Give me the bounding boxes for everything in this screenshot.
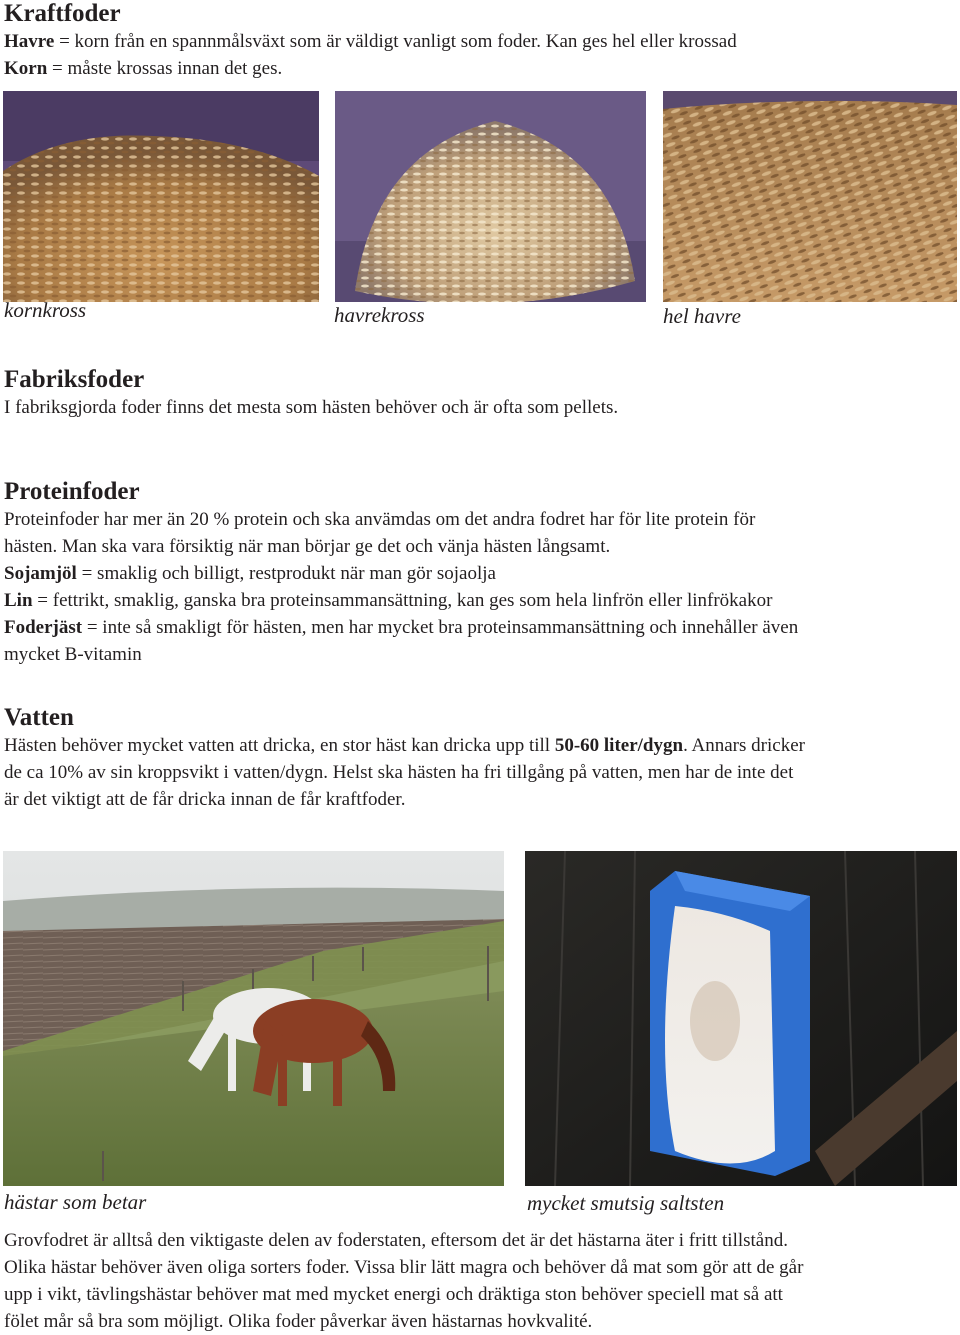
kraftfoder-heading: Kraftfoder	[4, 0, 121, 27]
fabriksfoder-text: I fabriksgjorda foder finns det mesta som hästen behöver och är ofta som pellets.	[4, 397, 619, 418]
vatten-line-1	[4, 732, 805, 759]
horses-caption: hästar som betar	[4, 1190, 147, 1214]
lin-term: Lin	[4, 590, 33, 611]
horses-grazing-photo	[3, 851, 504, 1186]
hel-havre-caption: hel havre	[663, 304, 741, 328]
havre-definition: = korn från en spannmålsväxt som är väldigt vanligt som foder. Kan ges hel eller krossad	[54, 31, 737, 52]
hel-havre-photo	[663, 91, 957, 302]
korn-definition: = måste krossas innan det ges.	[47, 58, 283, 79]
fabriksfoder-heading: Fabriksfoder	[4, 366, 145, 393]
kornkross-caption: kornkross	[4, 298, 87, 322]
foderjast-continuation: mycket B-vitamin	[4, 644, 142, 665]
kornkross-photo	[3, 91, 319, 302]
closing-line-2: Olika hästar behöver även oliga sorters foder. Vissa blir lätt magra och behöver då mat som gör att de går	[4, 1257, 804, 1278]
proteinfoder-intro-2: hästen. Man ska vara försiktig när man börjar ge det och vänja hästen långsamt.	[4, 536, 611, 557]
closing-line-3: upp i vikt, tävlingshästar behöver mat med mycket energi och dräktiga ston behöver speciell mat så att	[4, 1284, 783, 1305]
sojamjol-definition: = smaklig och billigt, restprodukt när man gör sojaolja	[76, 563, 496, 584]
vatten-line-1-start: Hästen behöver mycket vatten att dricka, en stor häst kan dricka upp till	[4, 735, 555, 756]
vatten-line-1-end: . Annars dricker	[683, 735, 805, 756]
korn-term: Korn	[4, 58, 48, 79]
saltsten-caption: mycket smutsig saltsten	[527, 1191, 725, 1215]
closing-line-1: Grovfodret är alltså den viktigaste delen av foderstaten, eftersom det är det hästarna äter i fritt tillstånd.	[4, 1230, 788, 1251]
foderjast-term: Foderjäst	[4, 617, 83, 638]
havre-line	[4, 28, 737, 55]
saltsten-photo	[525, 851, 957, 1186]
closing-line-4: fölet mår så bra som möjligt. Olika foder påverkar även hästarnas hovkvalité.	[4, 1311, 593, 1332]
foderjast-line	[4, 614, 798, 641]
havrekross-caption: havrekross	[334, 303, 425, 327]
lin-line	[4, 587, 772, 614]
proteinfoder-intro-1: Proteinfoder har mer än 20 % protein och ska anvämdas om det andra fodret har för lite protein för	[4, 509, 756, 530]
sojamjol-line	[4, 560, 496, 587]
vatten-heading: Vatten	[4, 704, 74, 731]
sojamjol-term: Sojamjöl	[4, 563, 77, 584]
foderjast-definition: = inte så smakligt för hästen, men har mycket bra proteinsammansättning och innehåller även	[82, 617, 799, 638]
korn-line	[4, 55, 282, 82]
havrekross-photo	[335, 91, 646, 302]
vatten-line-3: är det viktigt att de får dricka innan de får kraftfoder.	[4, 789, 406, 810]
lin-definition: = fettrikt, smaklig, ganska bra proteinsammansättning, kan ges som hela linfrön eller linfrökakor	[32, 590, 773, 611]
vatten-amount: 50-60 liter/dygn	[554, 735, 684, 756]
proteinfoder-heading: Proteinfoder	[4, 478, 140, 505]
havre-term: Havre	[4, 31, 55, 52]
vatten-line-2: de ca 10% av sin kroppsvikt i vatten/dygn. Helst ska hästen ha fri tillgång på vatten, men har de inte det	[4, 762, 794, 783]
